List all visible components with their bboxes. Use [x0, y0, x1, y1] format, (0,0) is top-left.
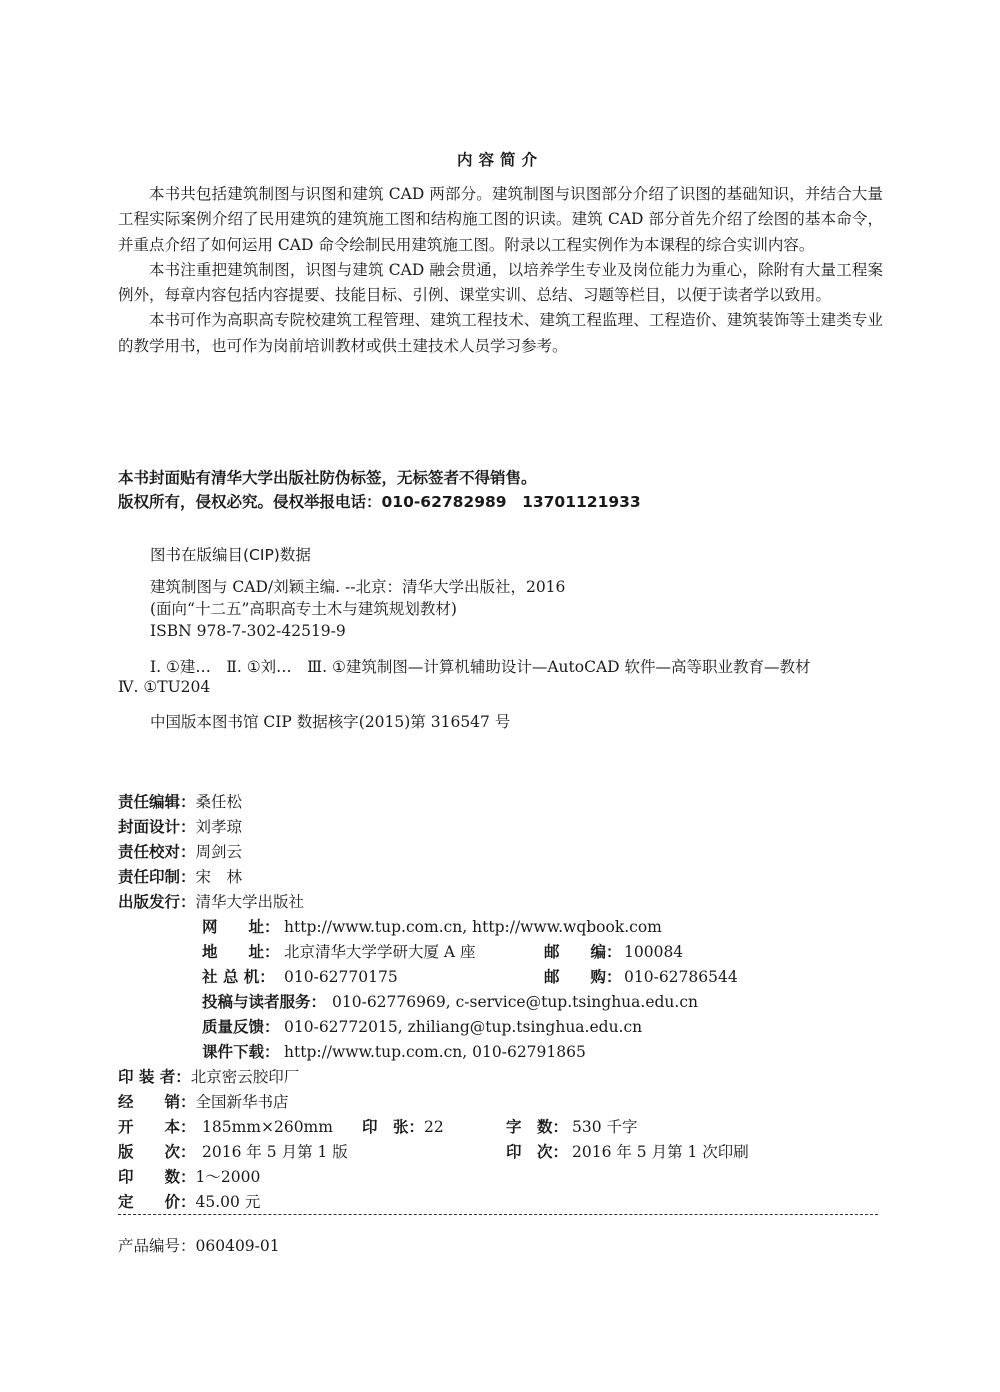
credit-value: 北京密云胶印厂: [190, 1068, 300, 1086]
credit-value: 185mm×260mm: [202, 1118, 333, 1136]
credit-value: 100084: [624, 943, 684, 961]
cip-isbn: ISBN 978-7-302-42519-9: [150, 622, 346, 640]
credit-label: 开 本：: [118, 1118, 196, 1136]
credit-value: 45.00 元: [195, 1193, 261, 1211]
credit-row: [118, 790, 304, 815]
credit-label: 网 址：: [202, 918, 280, 936]
credit-row: [118, 890, 304, 915]
credit-value: 530 千字: [572, 1118, 638, 1136]
credit-row: [118, 1140, 749, 1165]
credit-value: http://www.tup.com.cn, http://www.wqbook.com: [284, 918, 662, 936]
credit-value: 2016 年 5 月第 1 版: [202, 1143, 348, 1161]
cip-classification: Ⅰ. ①建… Ⅱ. ①刘… Ⅲ. ①建筑制图—计算机辅助设计—AutoCAD 软件—高等职业教育—教材: [150, 658, 811, 676]
credit-label: 出版发行：: [118, 893, 196, 911]
credit-value: 22: [424, 1118, 444, 1136]
credit-value: 清华大学出版社: [195, 893, 305, 911]
intro-section: [118, 182, 883, 359]
cip-title-line: 建筑制图与 CAD/刘颖主编. --北京：清华大学出版社，2016: [150, 578, 566, 596]
credit-label: 字 数：: [506, 1118, 569, 1136]
credit-value: http://www.tup.com.cn, 010-62791865: [284, 1043, 586, 1061]
credit-label: 责任印制：: [118, 868, 196, 886]
credit-row: [118, 840, 304, 865]
publication-credits: [118, 790, 749, 1215]
piracy-report-line: 版权所有，侵权必究。侵权举报电话：010-62782989 13701121933: [118, 493, 641, 511]
credit-label: 印 数：: [118, 1168, 196, 1186]
intro-paragraph: 本书注重把建筑制图，识图与建筑 CAD 融会贯通，以培养学生专业及岗位能力为重心，除附有大量工程案例外，每章内容包括内容提要、技能目标、引例、课堂实训、总结、习题等栏目，以便于读者学以致用。: [118, 260, 883, 305]
credit-label: 印 装 者：: [118, 1068, 191, 1086]
credit-value: 宋 林: [195, 868, 243, 886]
intro-paragraph: 本书共包括建筑制图与识图和建筑 CAD 两部分。建筑制图与识图部分介绍了识图的基础知识，并结合大量工程实际案例介绍了民用建筑的建筑施工图和结构施工图的识读。建筑 CAD 部分首先介绍了绘图的基本命令，并重点介绍了如何运用 CAD 命令绘制民用建筑施工图。附录以工程实例作为本课程的综合实训内容。: [118, 185, 883, 254]
credit-row: [118, 1015, 643, 1040]
credit-row: [118, 865, 304, 890]
credit-row: [118, 915, 662, 940]
credit-label: 印 次：: [506, 1143, 569, 1161]
credit-row: [118, 1040, 586, 1065]
credit-row: [118, 815, 304, 840]
cip-heading: 图书在版编目(CIP)数据: [150, 546, 311, 564]
cip-number: 中国版本图书馆 CIP 数据核字(2015)第 316547 号: [150, 713, 511, 731]
cip-record: [150, 576, 565, 642]
credit-label: 版 次：: [118, 1143, 196, 1161]
credit-value: 北京清华大学学研大厦 A 座: [284, 943, 476, 961]
credit-value: 全国新华书店: [195, 1093, 289, 1111]
credit-row: [118, 990, 698, 1015]
cip-classification-code: Ⅳ. ①TU204: [118, 678, 211, 696]
anti-counterfeit-note: 本书封面贴有清华大学出版社防伪标签，无标签者不得销售。: [118, 469, 537, 487]
credit-value: 010-62786544: [624, 968, 738, 986]
credit-label: 质量反馈：: [202, 1018, 280, 1036]
credit-value: 010-62770175: [284, 968, 398, 986]
credit-label: 经 销：: [118, 1093, 196, 1111]
credit-label: 地 址：: [202, 943, 280, 961]
dashed-divider: [118, 1214, 878, 1215]
credit-label: 邮 编：: [544, 943, 622, 961]
credit-row: [118, 1090, 304, 1115]
credit-value: 010-62776969, c-service@tup.tsinghua.edu.cn: [332, 993, 698, 1011]
credit-value: 2016 年 5 月第 1 次印刷: [572, 1143, 749, 1161]
credit-label: 责任校对：: [118, 843, 196, 861]
credit-label: 社 总 机：: [202, 968, 275, 986]
credit-label: 定 价：: [118, 1193, 196, 1211]
credit-label: 投稿与读者服务：: [202, 993, 327, 1011]
copyright-notice: [118, 466, 641, 514]
product-number: 产品编号：060409-01: [118, 1237, 280, 1255]
page-title: 内容简介: [456, 151, 543, 169]
cip-series-line: (面向“十二五”高职高专土木与建筑规划教材): [150, 600, 457, 618]
credit-row: [118, 1190, 304, 1215]
credit-label: 责任编辑：: [118, 793, 196, 811]
credit-value: 1～2000: [195, 1168, 261, 1186]
credit-label: 邮 购：: [544, 968, 622, 986]
credit-label: 印 张：: [362, 1118, 425, 1136]
credit-row: [118, 1165, 304, 1190]
credit-row: [118, 940, 684, 965]
intro-paragraph: 本书可作为高职高专院校建筑工程管理、建筑工程技术、建筑工程监理、工程造价、建筑装饰等土建类专业的教学用书，也可作为岗前培训教材或供土建技术人员学习参考。: [118, 311, 883, 355]
credit-value: 桑任松: [195, 793, 243, 811]
credit-row: [118, 1065, 304, 1090]
credit-row: [118, 965, 738, 990]
credit-value: 周剑云: [195, 843, 243, 861]
credit-row: [118, 1115, 638, 1140]
credit-value: 010-62772015, zhiliang@tup.tsinghua.edu.cn: [284, 1018, 643, 1036]
credit-value: 刘孝琼: [195, 818, 243, 836]
credit-label: 课件下载：: [202, 1043, 280, 1061]
credit-label: 封面设计：: [118, 818, 196, 836]
